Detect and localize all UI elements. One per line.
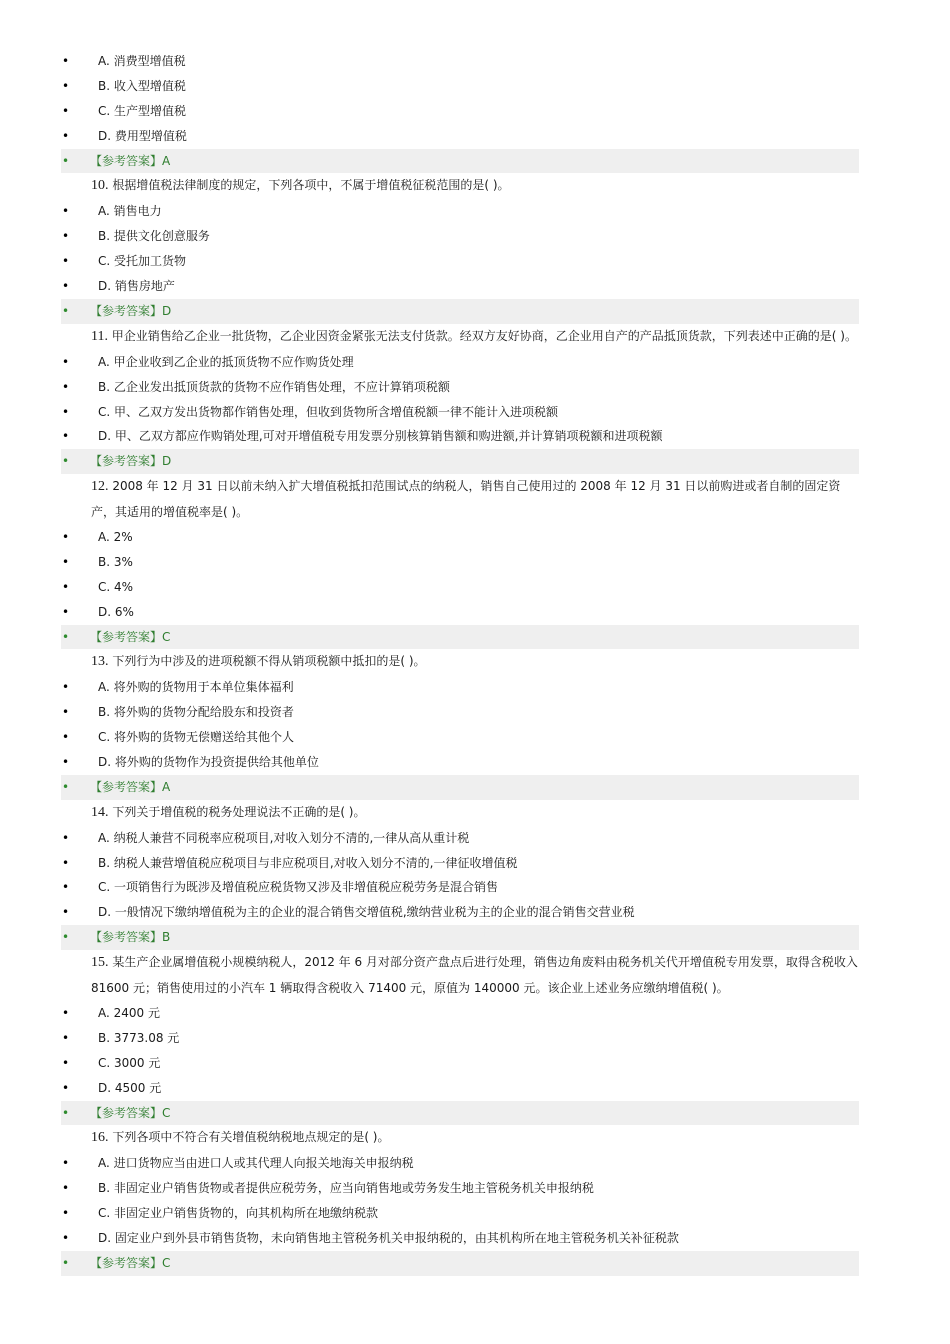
option-text: B. 纳税人兼营增值税应税项目与非应税项目,对收入划分不清的,一律征收增值税	[98, 855, 518, 870]
reference-answer	[61, 1251, 859, 1276]
question-text: 根据增值税法律制度的规定，下列各项中，不属于增值税征税范围的是( )。	[108, 178, 510, 193]
option-item	[0, 675, 950, 700]
option-text: D. 将外购的货物作为投资提供给其他单位	[98, 755, 319, 770]
bullet-icon: •	[62, 830, 70, 845]
option-text: B. 将外购的货物分配给股东和投资者	[98, 705, 294, 720]
option-text: B. 3773.08 元	[98, 1030, 180, 1045]
option-item	[0, 826, 950, 851]
option-text: B. 非固定业户销售货物或者提供应税劳务，应当向销售地或劳务发生地主管税务机关申报纳税	[98, 1181, 594, 1196]
bullet-icon: •	[62, 855, 70, 870]
question-number: 15.	[91, 955, 109, 971]
option-item	[0, 1201, 950, 1226]
bullet-icon: •	[62, 454, 70, 469]
question-number: 10.	[91, 178, 109, 194]
bullet-icon: •	[62, 128, 70, 143]
question-stem	[0, 1125, 861, 1151]
question-number: 16.	[91, 1130, 109, 1146]
option-item	[0, 74, 950, 99]
question-number: 14.	[91, 804, 109, 820]
option-text: C. 生产型增值税	[98, 103, 187, 118]
option-item	[0, 725, 950, 750]
bullet-icon: •	[62, 279, 70, 294]
question-text: 某生产企业属增值税小规模纳税人，2012 年 6 月对部分资产盘点后进行处理，销售边角废料由税务机关代开增值税专用发票，取得含税收入 81600 元；销售使用过的小汽车 1 辆取得含税收入 71400 元，原值为 140000 元。该企业上述业务应缴纳增值税( )。	[91, 955, 858, 996]
answer-text: 【参考答案】A	[90, 779, 171, 794]
option-item	[0, 1026, 950, 1051]
option-item	[0, 424, 950, 449]
bullet-icon: •	[62, 705, 70, 720]
question-text: 下列行为中涉及的进项税额不得从销项税额中抵扣的是( )。	[108, 654, 426, 669]
bullet-icon: •	[62, 254, 70, 269]
option-text: D. 甲、乙双方都应作购销处理,可对开增值税专用发票分别核算销售额和购进额,并计算销项税额和进项税额	[98, 429, 663, 444]
bullet-icon: •	[62, 1181, 70, 1196]
option-text: B. 收入型增值税	[98, 78, 186, 93]
bullet-icon: •	[62, 153, 70, 168]
bullet-icon: •	[62, 354, 70, 369]
option-text: C. 甲、乙双方发出货物都作销售处理，但收到货物所含增值税额一律不能计入进项税额	[98, 404, 559, 419]
option-text: B. 提供文化创意服务	[98, 229, 210, 244]
answer-text: 【参考答案】D	[90, 303, 172, 318]
option-text: A. 消费型增值税	[98, 54, 186, 68]
bullet-icon: •	[62, 629, 70, 644]
option-text: A. 纳税人兼营不同税率应税项目,对收入划分不清的,一律从高从重计税	[98, 830, 470, 845]
bullet-icon: •	[62, 204, 70, 219]
answer-text: 【参考答案】D	[90, 454, 172, 469]
question-text: 甲企业销售给乙企业一批货物，乙企业因资金紧张无法支付货款。经双方友好协商，乙企业用自产的产品抵顶货款，下列表述中正确的是( )。	[107, 328, 857, 343]
option-text: C. 一项销售行为既涉及增值税应税货物又涉及非增值税应税劳务是混合销售	[98, 880, 499, 895]
option-text: A. 甲企业收到乙企业的抵顶货物不应作购货处理	[98, 354, 354, 369]
question-number: 12.	[91, 479, 109, 495]
question-text: 下列关于增值税的税务处理说法不正确的是( )。	[108, 804, 366, 819]
question-stem	[0, 800, 861, 826]
bullet-icon: •	[62, 54, 70, 68]
reference-answer	[61, 625, 859, 650]
bullet-icon: •	[62, 379, 70, 394]
option-text: D. 固定业户到外县市销售货物，未向销售地主管税务机关申报纳税的，由其机构所在地主管税务机关补征税款	[98, 1231, 679, 1245]
bullet-icon: •	[62, 554, 70, 569]
option-text: B. 3%	[98, 554, 133, 569]
option-text: A. 2400 元	[98, 1005, 160, 1020]
answer-text: 【参考答案】C	[90, 1255, 171, 1270]
bullet-icon: •	[62, 730, 70, 745]
option-item	[0, 49, 950, 74]
bullet-icon: •	[62, 1105, 70, 1120]
bullet-icon: •	[62, 303, 70, 318]
reference-answer	[61, 449, 859, 474]
option-item	[0, 900, 950, 925]
bullet-icon: •	[62, 429, 70, 444]
option-item	[0, 249, 950, 274]
option-item	[0, 1001, 950, 1026]
option-text: A. 进口货物应当由进口人或其代理人向报关地海关申报纳税	[98, 1156, 414, 1171]
option-item	[0, 350, 950, 375]
option-item	[0, 600, 950, 625]
bullet-icon: •	[62, 930, 70, 945]
option-item	[0, 550, 950, 575]
option-item	[0, 124, 950, 149]
option-item	[0, 274, 950, 299]
answer-text: 【参考答案】C	[90, 629, 171, 644]
option-item	[0, 1076, 950, 1101]
question-stem	[0, 324, 861, 350]
option-text: C. 受托加工货物	[98, 254, 187, 269]
option-text: D. 6%	[98, 604, 134, 619]
question-number: 13.	[91, 654, 109, 670]
answer-text: 【参考答案】C	[90, 1105, 171, 1120]
answer-text: 【参考答案】B	[90, 930, 171, 945]
bullet-icon: •	[62, 905, 70, 920]
option-item	[0, 224, 950, 249]
bullet-icon: •	[62, 1255, 70, 1270]
option-text: C. 4%	[98, 579, 134, 594]
option-item	[0, 1226, 950, 1251]
bullet-icon: •	[62, 1206, 70, 1221]
question-stem	[0, 474, 861, 525]
option-text: A. 销售电力	[98, 204, 162, 219]
option-item	[0, 199, 950, 224]
question-stem	[0, 649, 861, 675]
bullet-icon: •	[62, 1156, 70, 1171]
reference-answer	[61, 1101, 859, 1126]
question-number: 11.	[91, 328, 108, 344]
option-item	[0, 1051, 950, 1076]
question-stem	[0, 173, 861, 199]
option-item	[0, 1176, 950, 1201]
option-text: D. 4500 元	[98, 1080, 162, 1095]
bullet-icon: •	[62, 78, 70, 93]
question-text: 2008 年 12 月 31 日以前未纳入扩大增值税抵扣范围试点的纳税人，销售自己使用过的 2008 年 12 月 31 日以前购进或者自制的固定资产，其适用的增值税率是( )。	[91, 479, 841, 520]
question-text: 下列各项中不符合有关增值税纳税地点规定的是( )。	[108, 1130, 390, 1145]
bullet-icon: •	[62, 1030, 70, 1045]
option-text: C. 将外购的货物无偿赠送给其他个人	[98, 730, 295, 745]
bullet-icon: •	[62, 1231, 70, 1245]
option-item	[0, 375, 950, 400]
bullet-icon: •	[62, 529, 70, 544]
option-text: D. 销售房地产	[98, 279, 175, 294]
bullet-icon: •	[62, 404, 70, 419]
bullet-icon: •	[62, 604, 70, 619]
option-item	[0, 750, 950, 775]
option-text: C. 3000 元	[98, 1055, 161, 1070]
option-item	[0, 400, 950, 425]
option-text: D. 一般情况下缴纳增值税为主的企业的混合销售交增值税,缴纳营业税为主的企业的混合销售交营业税	[98, 905, 635, 920]
bullet-icon: •	[62, 680, 70, 695]
answer-text: 【参考答案】A	[90, 153, 171, 168]
option-item	[0, 99, 950, 124]
option-item	[0, 851, 950, 876]
option-item	[0, 525, 950, 550]
option-item	[0, 700, 950, 725]
bullet-icon: •	[62, 103, 70, 118]
option-text: B. 乙企业发出抵顶货款的货物不应作销售处理，不应计算销项税额	[98, 379, 450, 394]
option-item	[0, 875, 950, 900]
bullet-icon: •	[62, 1080, 70, 1095]
option-text: A. 将外购的货物用于本单位集体福利	[98, 680, 294, 695]
reference-answer	[61, 925, 859, 950]
document-page	[0, 49, 950, 1276]
option-text: C. 非固定业户销售货物的，向其机构所在地缴纳税款	[98, 1206, 379, 1221]
bullet-icon: •	[62, 1005, 70, 1020]
option-text: D. 费用型增值税	[98, 128, 187, 143]
bullet-icon: •	[62, 229, 70, 244]
bullet-icon: •	[62, 1055, 70, 1070]
bullet-icon: •	[62, 779, 70, 794]
reference-answer	[61, 149, 859, 174]
reference-answer	[61, 299, 859, 324]
bullet-icon: •	[62, 755, 70, 770]
option-text: A. 2%	[98, 529, 133, 544]
question-stem	[0, 950, 861, 1001]
option-item	[0, 575, 950, 600]
option-item	[0, 1151, 950, 1176]
bullet-icon: •	[62, 579, 70, 594]
reference-answer	[61, 775, 859, 800]
bullet-icon: •	[62, 880, 70, 895]
